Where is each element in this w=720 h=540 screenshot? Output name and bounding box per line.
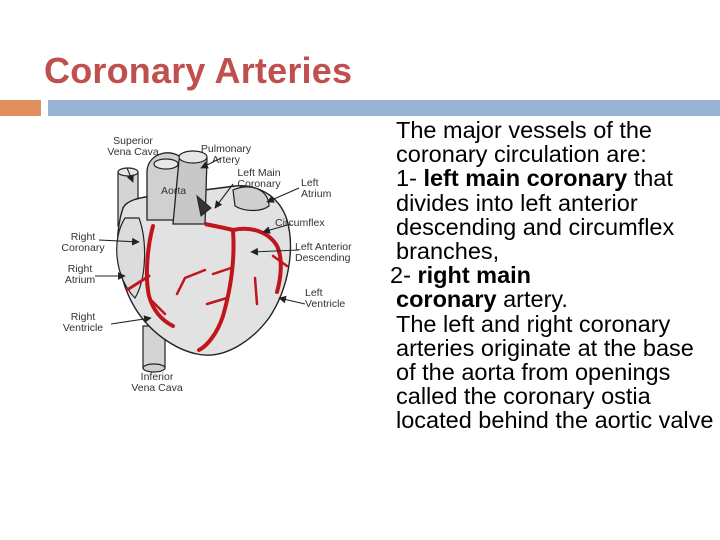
title-accent-bar-blue: [48, 100, 720, 116]
label-left-atrium-text: Left Atrium: [301, 177, 332, 200]
closing-paragraph: The left and right coronary arteries originate at the base of the aorta from openings called the coronary ostia located behind the aortic valve: [396, 310, 714, 434]
item-1-prefix: 1-: [396, 165, 424, 192]
left-atrium-shape: [233, 187, 269, 211]
label-circumflex-text: Circumflex: [275, 217, 325, 229]
item-1: [396, 166, 716, 263]
label-left-anterior-descending: [295, 242, 367, 264]
label-pulmonary-artery: [195, 144, 257, 166]
label-left-main-coronary: [229, 168, 289, 190]
item-2: [390, 263, 716, 287]
heart-diagram: [55, 128, 375, 400]
label-left-ventricle: [305, 288, 361, 310]
slide-title: Coronary Arteries: [44, 50, 353, 91]
item-1-description: that divides into left anterior descending and circumflex branches,: [396, 165, 675, 265]
label-right-ventricle: [55, 312, 111, 334]
label-left-anterior-descending-text: Left Anterior Descending: [295, 241, 352, 264]
label-left-main-coronary-text: Left Main Coronary: [237, 167, 281, 190]
title-accent-bar-orange: [0, 100, 41, 116]
label-left-ventricle-text: Left Ventricle: [305, 287, 346, 310]
label-inferior-vena-cava-text: Inferior Vena Cava: [131, 371, 183, 394]
item-1-term: left main coronary: [423, 165, 628, 192]
label-right-atrium: [55, 264, 105, 286]
intro-paragraph: The major vessels of the coronary circulation are:: [396, 117, 652, 168]
item-2-prefix: 2-: [390, 262, 418, 289]
label-pulmonary-artery-text: Pulmonary Artery: [200, 143, 252, 166]
label-right-coronary-text: Right Coronary: [61, 231, 105, 254]
label-right-atrium-text: Right Atrium: [64, 263, 96, 286]
label-right-coronary: [55, 232, 111, 254]
label-circumflex: [275, 218, 345, 229]
label-left-atrium: [301, 178, 341, 200]
item-2-term-a: right main: [417, 262, 532, 289]
item-2-continued: [396, 287, 716, 311]
body-text: [390, 117, 716, 434]
item-2-description: artery.: [496, 286, 568, 313]
label-aorta-text: Aorta: [161, 185, 187, 197]
label-superior-vena-cava-text: Superior Vena Cava: [107, 135, 159, 158]
label-inferior-vena-cava: [127, 372, 187, 394]
label-superior-vena-cava: [103, 136, 163, 158]
label-right-ventricle-text: Right Ventricle: [62, 311, 104, 334]
label-aorta: [161, 186, 201, 197]
item-2-term-b: coronary: [396, 286, 497, 313]
